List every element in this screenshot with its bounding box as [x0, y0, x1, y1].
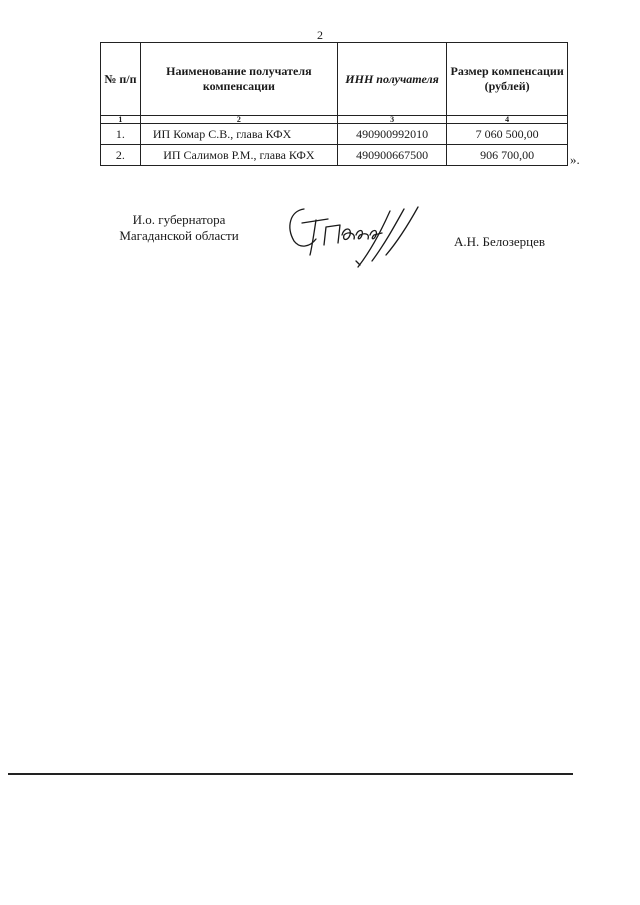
column-number: 4	[447, 116, 568, 124]
row-amount: 906 700,00	[447, 145, 568, 166]
header-inn: ИНН получателя	[337, 43, 446, 116]
column-number-row	[101, 116, 568, 124]
divider-line	[8, 773, 573, 775]
signer-title	[104, 212, 254, 244]
header-amount: Размер компенсации (рублей)	[447, 43, 568, 116]
row-inn: 490900992010	[337, 124, 446, 145]
table-row	[101, 124, 568, 145]
row-name: ИП Комар С.В., глава КФХ	[140, 124, 337, 145]
header-num: № п/п	[101, 43, 141, 116]
column-number: 1	[101, 116, 141, 124]
header-name: Наименование получателя компенсации	[140, 43, 337, 116]
closing-quote: ».	[570, 152, 580, 167]
page-number: 2	[317, 28, 323, 42]
row-amount: 7 060 500,00	[447, 124, 568, 145]
signer-name: А.Н. Белозерцев	[454, 234, 546, 249]
signer-title-line: Магаданской области	[119, 228, 239, 243]
row-name: ИП Салимов Р.М., глава КФХ	[140, 145, 337, 166]
table-header-row	[101, 43, 568, 116]
compensation-table	[100, 42, 568, 166]
row-num: 1.	[101, 124, 141, 145]
column-number: 2	[140, 116, 337, 124]
row-inn: 490900667500	[337, 145, 446, 166]
signer-title-line: И.о. губернатора	[132, 212, 226, 227]
table-row	[101, 145, 568, 166]
row-num: 2.	[101, 145, 141, 166]
column-number: 3	[337, 116, 446, 124]
handwritten-signature	[282, 205, 432, 270]
